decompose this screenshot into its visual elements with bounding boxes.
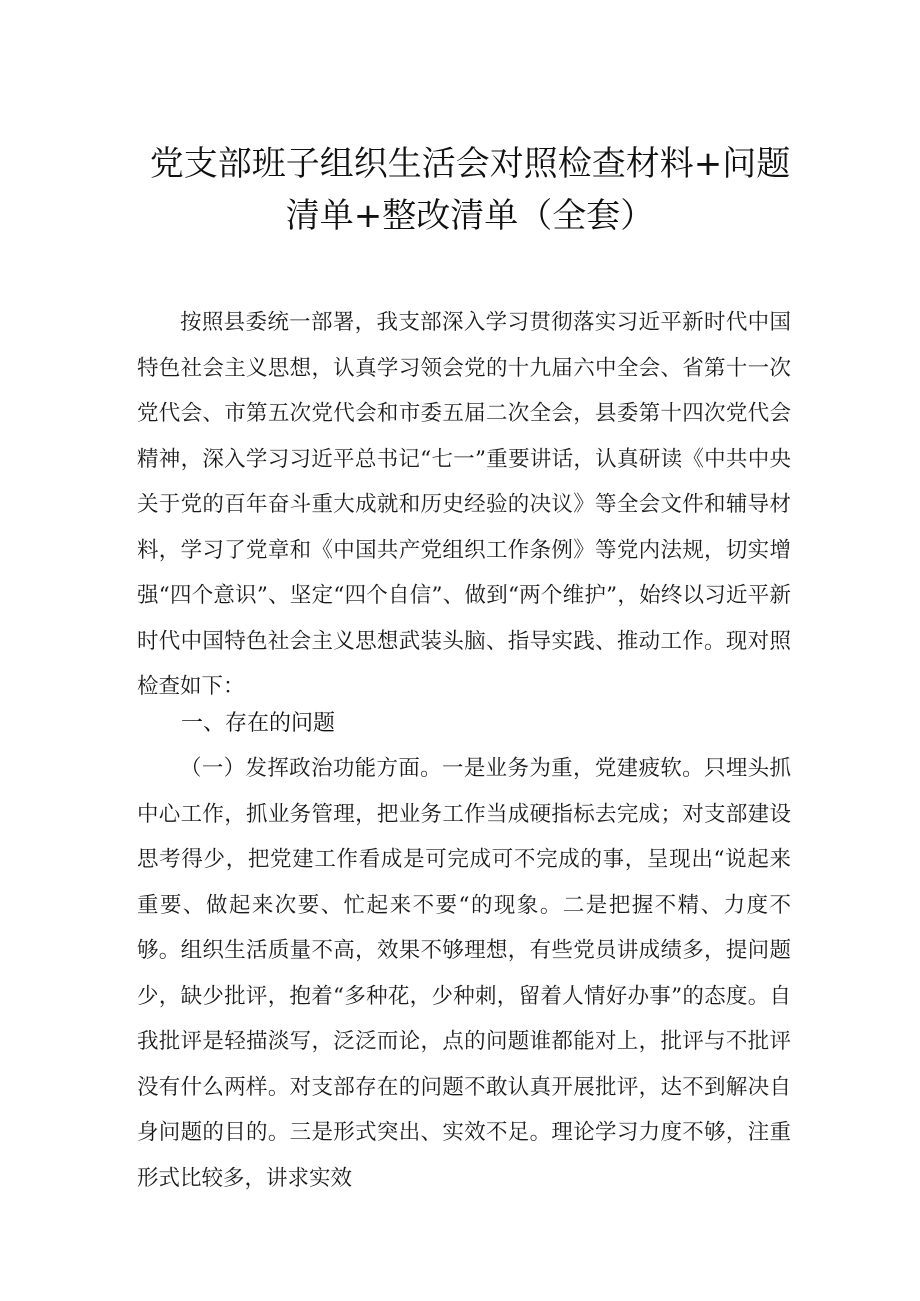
title-line-1: 党支部班子组织生活会对照检查材料+问题 <box>149 144 791 184</box>
section-paragraph: （一）发挥政治功能方面。一是业务为重，党建疲软。只埋头抓中心工作，抓业务管理，把业务工作当成硬指标去完成；对支部建设思考得少，把党建工作看成是可完成可不完成的事，呈现出“说起来重要、做起来次要、忙起来不要“的现象。二是把握不精、力度不够。组织生活质量不高，效果不够理想，有些党员讲成绩多，提问题少，缺少批评，抱着“多种花，少种刺，留着人情好办事”的态度。自我批评是轻描淡写，泛泛而论，点的问题谁都能对上，批评与不批评没有什么两样。对支部存在的问题不敢认真开展批评，达不到解决自身问题的目的。三是形式突出、实效不足。理论学习力度不够，注重形式比较多，讲求实效 <box>137 756 791 1191</box>
title-line-2: 清单+整改清单（全套） <box>285 196 655 236</box>
document-title <box>120 138 820 242</box>
section-heading: 一、存在的问题 <box>181 711 336 736</box>
intro-paragraph: 按照县委统一部署，我支部深入学习贯彻落实习近平新时代中国特色社会主义思想，认真学习领会党的十九届六中全会、省第十一次党代会、市第五次党代会和市委五届二次全会，县委第十四次党代会精神，深入学习习近平总书记“七一”重要讲话，认真研读《中共中央关于党的百年奋斗重大成就和历史经验的决议》等全会文件和辅导材料，学习了党章和《中国共产党组织工作条例》等党内法规，切实增强“四个意识”、坚定“四个自信”、做到“两个维护”，始终以习近平新时代中国特色社会主义思想武装头脑、指导实践、推动工作。现对照检查如下： <box>137 310 791 699</box>
